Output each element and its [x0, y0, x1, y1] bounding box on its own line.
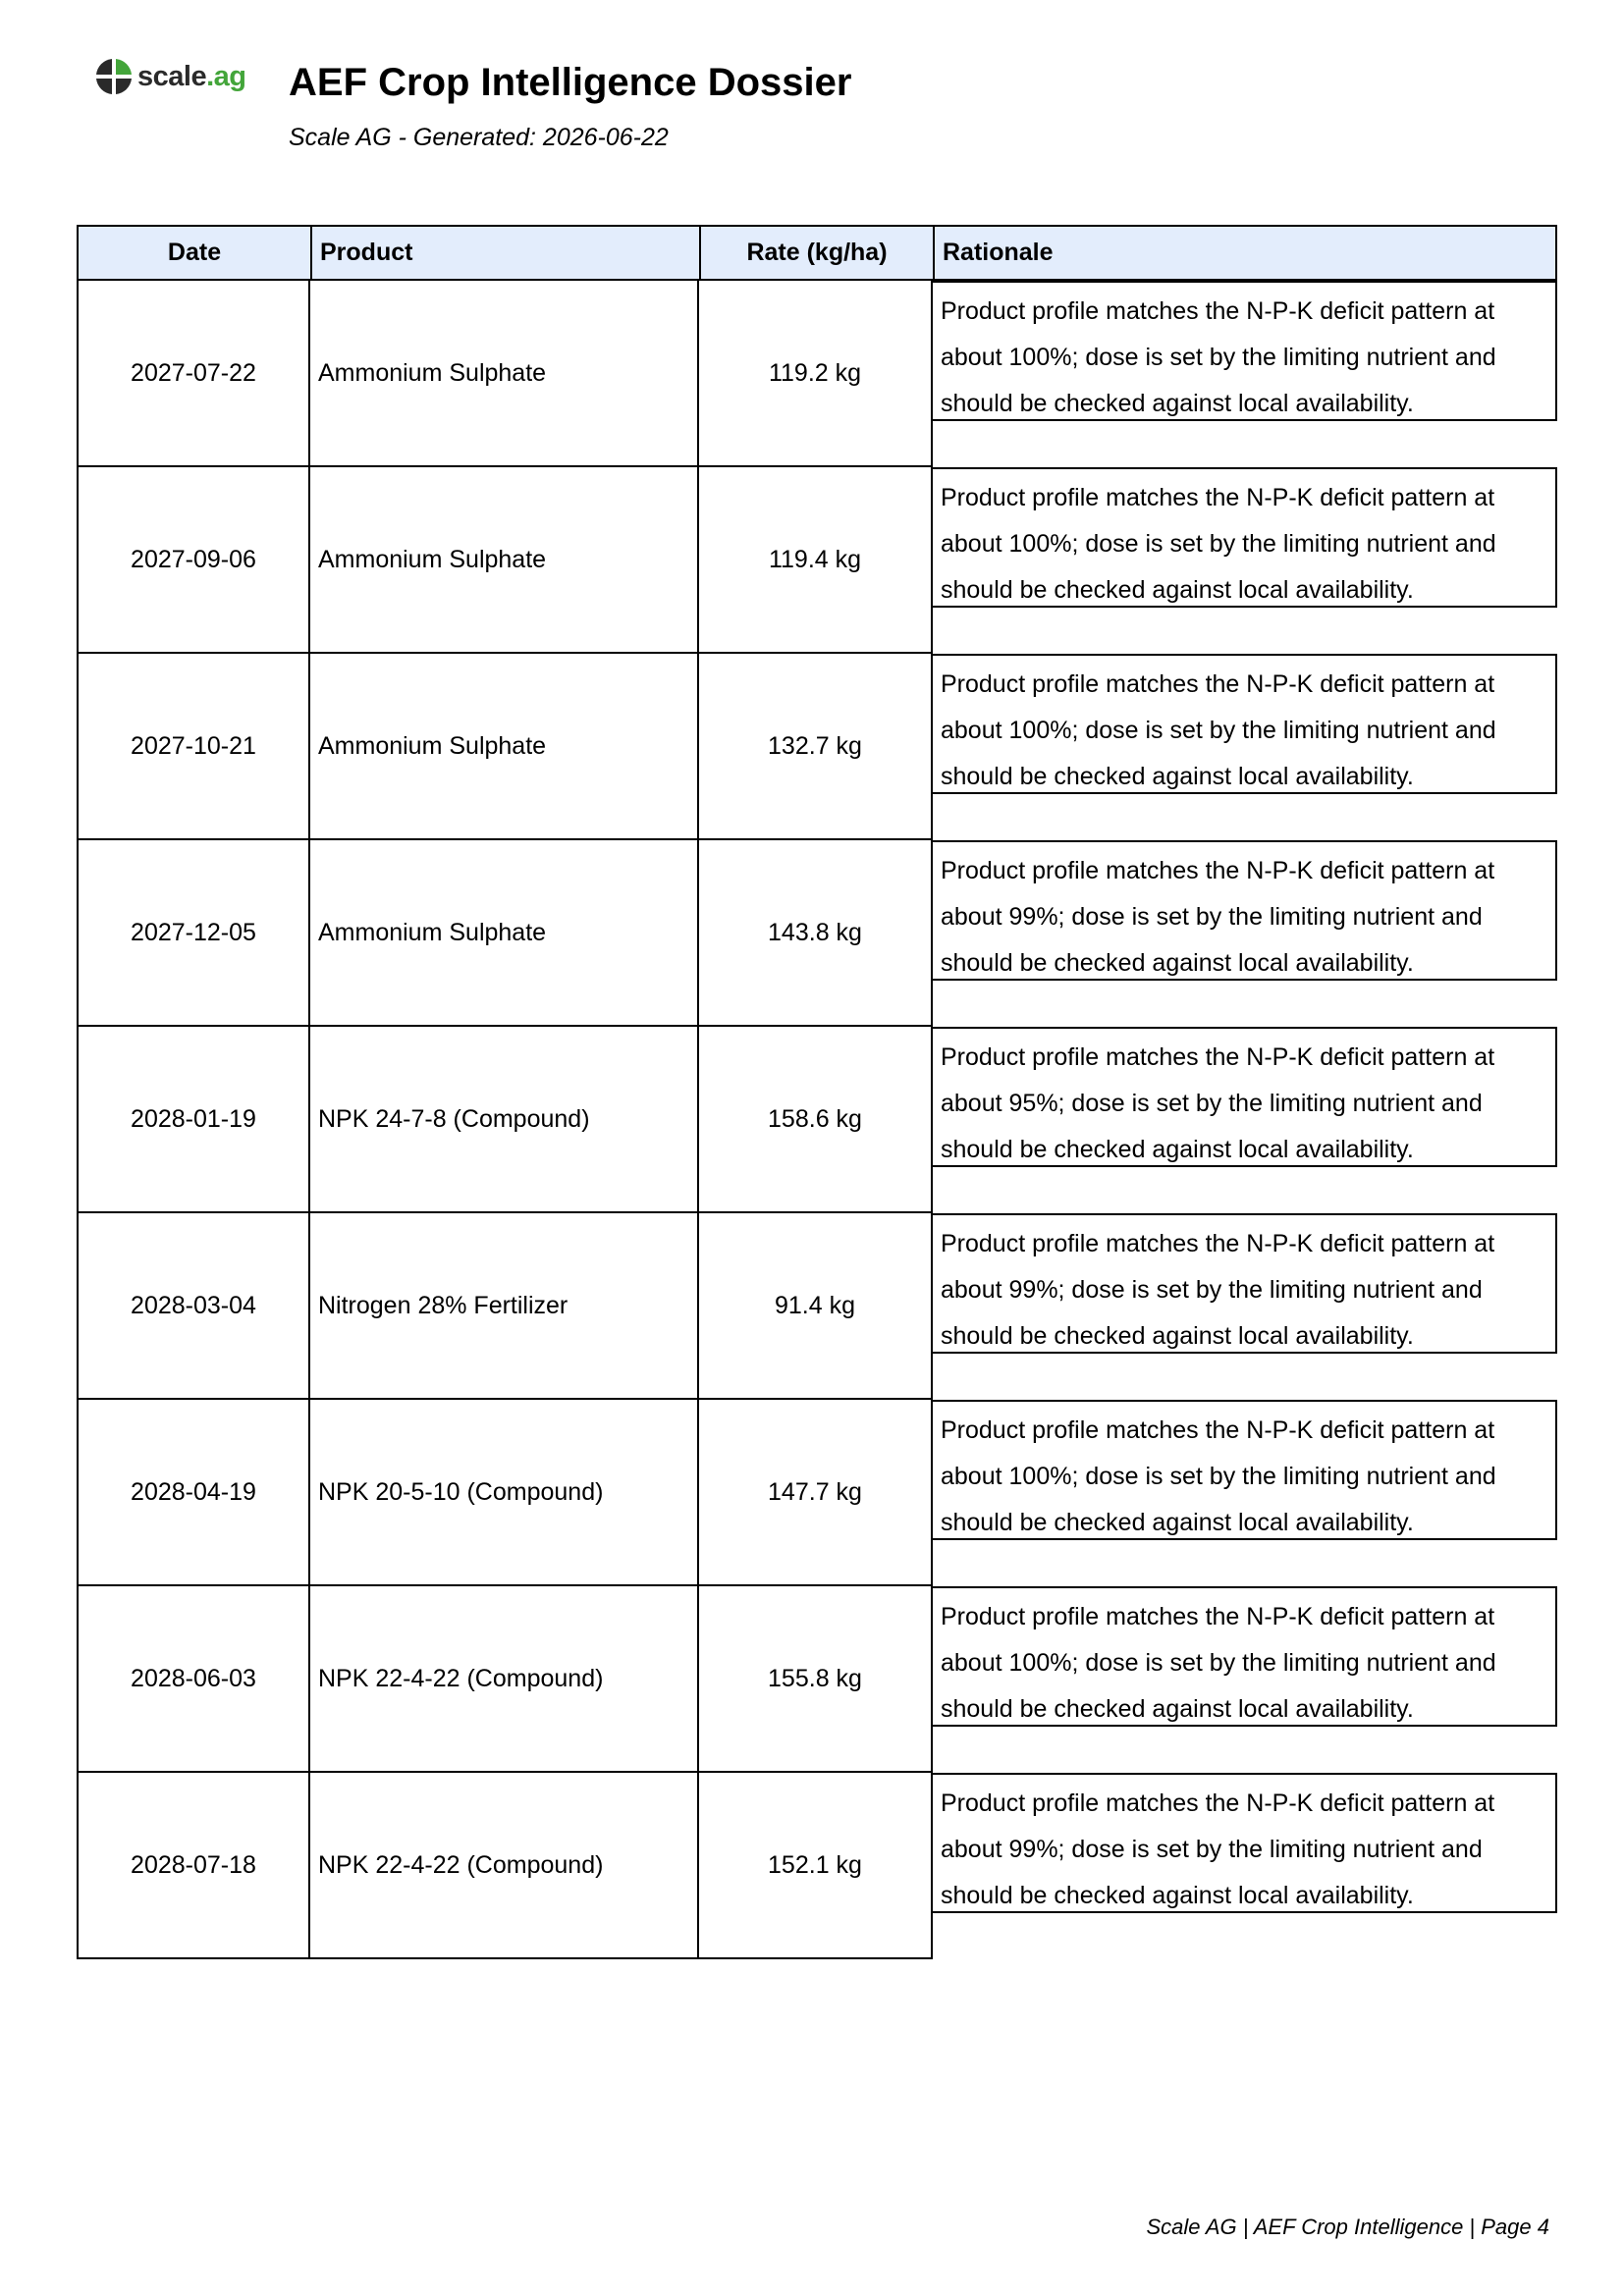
cell-product: NPK 22-4-22 (Compound) — [310, 1586, 699, 1771]
document-subtitle: Scale AG - Generated: 2026-06-22 — [289, 124, 669, 151]
column-header-rate: Rate (kg/ha) — [699, 227, 933, 279]
table-row — [77, 1773, 1557, 1959]
cell-rationale: Product profile matches the N-P-K deficit pattern at about 100%; dose is set by the limiting nutrient and should be checked against local availability. — [933, 281, 1557, 421]
cell-product: Nitrogen 28% Fertilizer — [310, 1213, 699, 1398]
cell-date: 2028-03-04 — [79, 1213, 310, 1398]
cell-rate: 132.7 kg — [768, 731, 862, 760]
cell-date: 2027-09-06 — [79, 467, 310, 652]
cell-rationale: Product profile matches the N-P-K deficit pattern at about 99%; dose is set by the limiting nutrient and should be checked against local availability. — [933, 1773, 1557, 1913]
cell-product: NPK 22-4-22 (Compound) — [310, 1773, 699, 1957]
table-row — [77, 1213, 1557, 1400]
cell-rationale: Product profile matches the N-P-K deficit pattern at about 95%; dose is set by the limiting nutrient and should be checked against local availability. — [933, 1027, 1557, 1167]
table-header-row — [77, 225, 1557, 281]
cell-product: Ammonium Sulphate — [310, 840, 699, 1025]
table-row — [77, 1586, 1557, 1773]
cell-product: Ammonium Sulphate — [310, 467, 699, 652]
cell-rationale: Product profile matches the N-P-K deficit pattern at about 100%; dose is set by the limiting nutrient and should be checked against local availability. — [933, 1400, 1557, 1540]
cell-rationale: Product profile matches the N-P-K deficit pattern at about 100%; dose is set by the limiting nutrient and should be checked against local availability. — [933, 467, 1557, 608]
cell-date: 2028-06-03 — [79, 1586, 310, 1771]
leaf-logo-icon — [92, 55, 135, 98]
cell-rationale: Product profile matches the N-P-K deficit pattern at about 99%; dose is set by the limiting nutrient and should be checked against local availability. — [933, 1213, 1557, 1354]
document-title: AEF Crop Intelligence Dossier — [289, 61, 852, 104]
logo-wordmark: scale.ag — [137, 60, 246, 92]
cell-rate: 147.7 kg — [768, 1477, 862, 1506]
cell-date: 2028-07-18 — [79, 1773, 310, 1957]
cell-product: NPK 20-5-10 (Compound) — [310, 1400, 699, 1584]
cell-rationale: Product profile matches the N-P-K deficit pattern at about 99%; dose is set by the limiting nutrient and should be checked against local availability. — [933, 840, 1557, 981]
column-header-rationale: Rationale — [933, 227, 1555, 279]
cell-rate: 158.6 kg — [768, 1104, 862, 1133]
cell-rationale: Product profile matches the N-P-K deficit pattern at about 100%; dose is set by the limiting nutrient and should be checked against local availability. — [933, 654, 1557, 794]
table-row — [77, 840, 1557, 1027]
cell-date: 2028-01-19 — [79, 1027, 310, 1211]
table-row — [77, 654, 1557, 840]
cell-product: Ammonium Sulphate — [310, 654, 699, 838]
cell-rate: 119.2 kg — [768, 358, 862, 387]
cell-rate: 152.1 kg — [768, 1850, 862, 1879]
cell-date: 2027-07-22 — [79, 281, 310, 465]
cell-rate: 155.8 kg — [768, 1664, 862, 1692]
cell-rate: 119.4 kg — [768, 545, 862, 573]
column-header-product: Product — [310, 227, 699, 279]
table-row — [77, 281, 1557, 467]
recommendation-table — [77, 225, 1557, 1959]
cell-date: 2027-10-21 — [79, 654, 310, 838]
cell-rate: 91.4 kg — [774, 1291, 855, 1319]
cell-product: NPK 24-7-8 (Compound) — [310, 1027, 699, 1211]
cell-date: 2027-12-05 — [79, 840, 310, 1025]
cell-rationale: Product profile matches the N-P-K deficit pattern at about 100%; dose is set by the limiting nutrient and should be checked against local availability. — [933, 1586, 1557, 1727]
cell-rate: 143.8 kg — [768, 918, 862, 946]
column-header-date: Date — [167, 239, 222, 266]
table-row — [77, 1400, 1557, 1586]
scale-ag-logo — [92, 55, 245, 98]
page-footer: Scale AG | AEF Crop Intelligence | Page 4 — [1146, 2215, 1549, 2239]
cell-product: Ammonium Sulphate — [310, 281, 699, 465]
table-row — [77, 467, 1557, 654]
table-row — [77, 1027, 1557, 1213]
cell-date: 2028-04-19 — [79, 1400, 310, 1584]
